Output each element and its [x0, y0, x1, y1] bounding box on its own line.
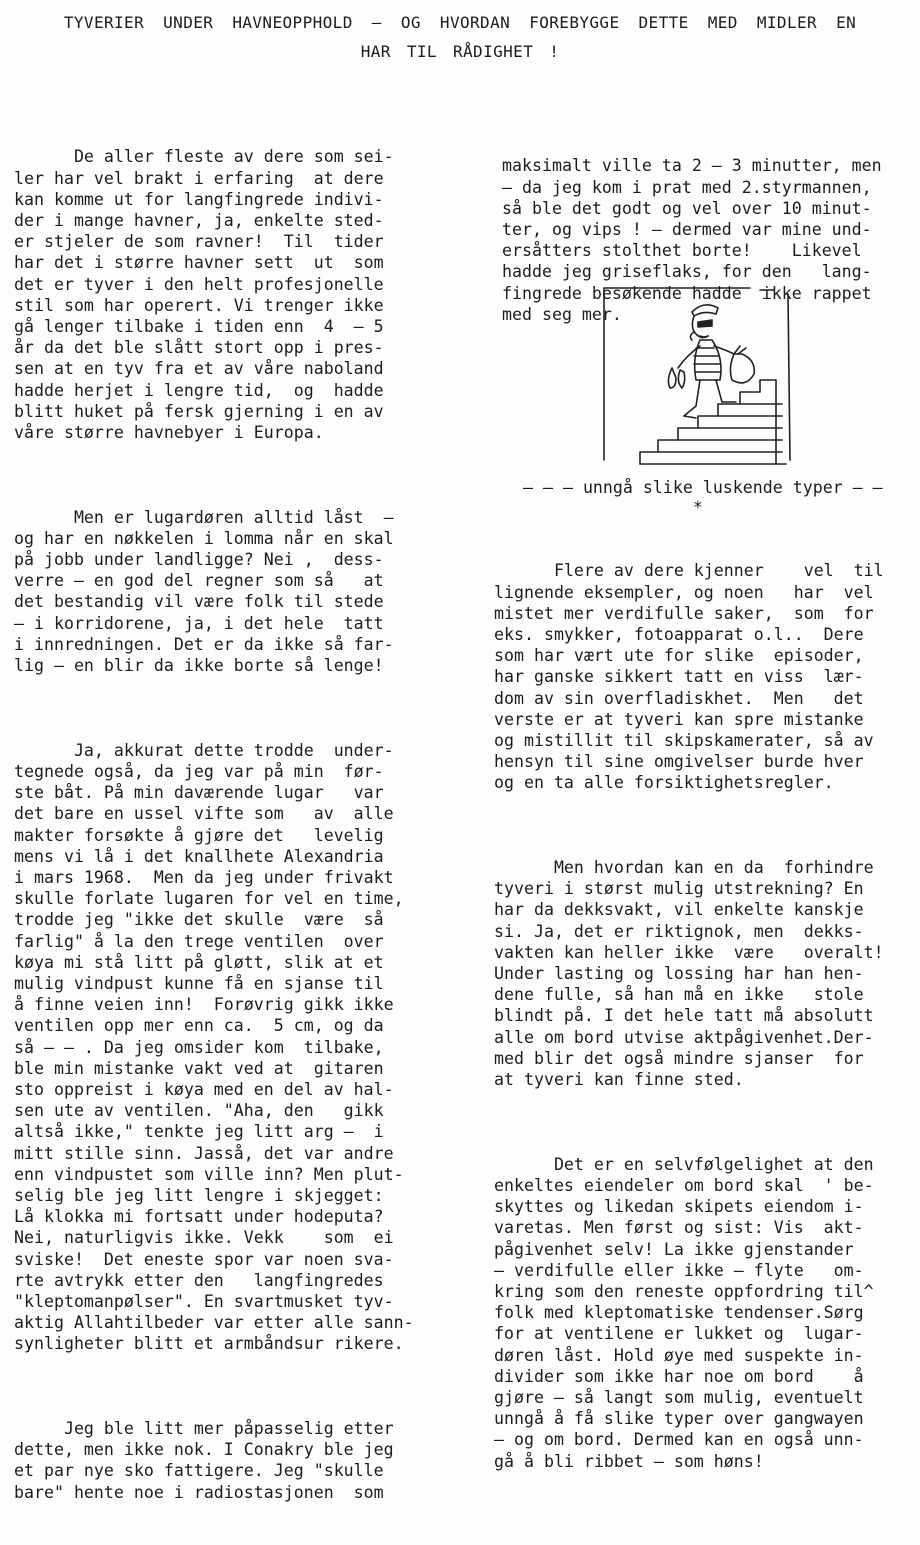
paragraph-cabin-door: Men er lugardøren alltid låst – og har en nøkkelen i lomma når en skal på jobb under landligge? Nei , dess- verre – en god del regner som så at det bestandig vil være folk til stede – i korridorene, ja, i det hele tatt i innredningen. Det er da ikke så far- lig – en blir da ikke borte så lenge!	[14, 507, 394, 676]
paragraph-continuation: maksimalt ville ta 2 – 3 minutter, men – da jeg kom i prat med 2.styrmannen, så ble det godt og vel over 10 minut- ter, og vips ! – dermed var mine und- ersåtters stolthet borte! Likevel hadde jeg griseflaks, for den lang- fingrede besøkende hadde ikke rappet med seg mer.	[502, 156, 882, 324]
burglar-illustration	[600, 284, 794, 468]
paragraph-alexandria-story: Ja, akkurat dette trodde under- tegnede også, da jeg var på min før- ste båt. På min daværende lugar var det bare en ussel vifte som av alle makter forsøkte å gjøre det levelig mens vi lå i det knallhete Alexandria i mars 1968. Men da jeg under frivakt skulle forlate lugaren for vel en time, trodde jeg "ikke det skulle være så farlig" å la den trege ventilen over køya mi stå litt på gløtt, slik at et mulig vindpust kunne få en sjanse til å finne veien inn! Forøvrig gikk ikke ventilen opp mer enn ca. 5 cm, og da så – – . Da jeg omsider kom tilbake, ble min mistanke vakt ved at gitaren sto oppreist i køya med en del av hal- sen ute av ventilen. "Aha, den gikk altså ikke," tenkte jeg litt arg – i mitt stille sinn. Jasså, det var andre enn vindpustet som ville inn? Men plut- selig ble jeg litt lengre i skjegget: Lå klokka mi fortsatt under hodeputa? Nei, naturligvis ikke. Vekk som ei sviske! Det eneste spor var noen sva- rte avtrykk etter den langfingredes "kleptomanpølser". En svartmusket tyv- aktig Allahtilbeder var etter alle sann- synligheter blitt et armbåndsur rikere.	[14, 740, 414, 1354]
left-column	[14, 104, 434, 1545]
paragraph-intro: De aller fleste av dere som sei- ler har vel brakt i erfaring at dere kan komme ut for langfingrede indivi- der i mange havner, ja, enkelte sted- er stjeler de som ravner! Til tider har det i større havner sett ut som det er tyver i den helt profesjonelle stil som har operert. Vi trenger ikke gå lenger tilbake i tiden enn 4 – 5 år da det ble slått stort opp i pres- sen at en tyv fra et av våre naboland hadde herjet i lengre tid, og hadde blitt huket på fersk gjerning i en av våre større havnebyer i Europa.	[14, 147, 394, 443]
title-line-2: HAR TIL RÅDIGHET !	[360, 42, 560, 61]
right-column-bottom	[494, 518, 909, 1514]
article-title	[0, 8, 920, 66]
paragraph-examples: Flere av dere kjenner vel til lignende eksempler, og noen har vel mistet mer verdifulle saker, som for eks. smykker, fotoapparat o.l.. Dere som har vært ute for slike episoder, har ganske sikkert tatt en viss lær- dom av sin overfladiskhet. Men det verste er at tyveri kan spre mistanke og mistillit til skipskamerater, så av hensyn til sine omgivelser burde hver og en ta alle forsiktighetsregler.	[494, 561, 884, 793]
illustration-caption: – – – unngå slike luskende typer – – *	[523, 478, 883, 517]
paragraph-advice: Det er en selvfølgelighet at den enkeltes eiendeler om bord skal ' be- skyttes og likedan skipets eiendom i- varetas. Men først og sist: Vis akt- pågivenhet selv! La ikke gjenstander – verdifulle eller ikke – flyte om- kring som den reneste oppfordring til^ folk med kleptomatiske tendenser.Sørg for at ventilene er lukket og lugar- døren låst. Hold øye med suspekte in- divider som ikke har noe om bord å gjøre – så langt som mulig, eventuelt unngå å få slike typer over gangwayen – og om bord. Dermed kan en også unn- gå å bli ribbet – som høns!	[494, 1154, 874, 1471]
title-line-1: TYVERIER UNDER HAVNEOPPHOLD – OG HVORDAN FOREBYGGE DETTE MED MIDLER EN	[63, 13, 857, 32]
paragraph-prevention: Men hvordan kan en da forhindre tyveri i størst mulig utstrekning? En har da dekksvakt, vil enkelte kanskje si. Ja, det er riktignok, men dekks- vakten kan heller ikke være overalt! Under lasting og lossing har han hen- dene fulle, så han må en ikke stole blindt på. I det hele tatt må absolutt alle om bord utvise aktpågivenhet.Der- med blir det også mindre sjanser for at tyveri kan finne sted.	[494, 858, 884, 1090]
paragraph-conakry-story: Jeg ble litt mer påpasselig etter dette, men ikke nok. I Conakry ble jeg et par nye sko fattigere. Jeg "skulle bare" hente noe i radiostasjonen som	[14, 1418, 394, 1502]
burglar-on-stairs-icon	[600, 284, 794, 468]
